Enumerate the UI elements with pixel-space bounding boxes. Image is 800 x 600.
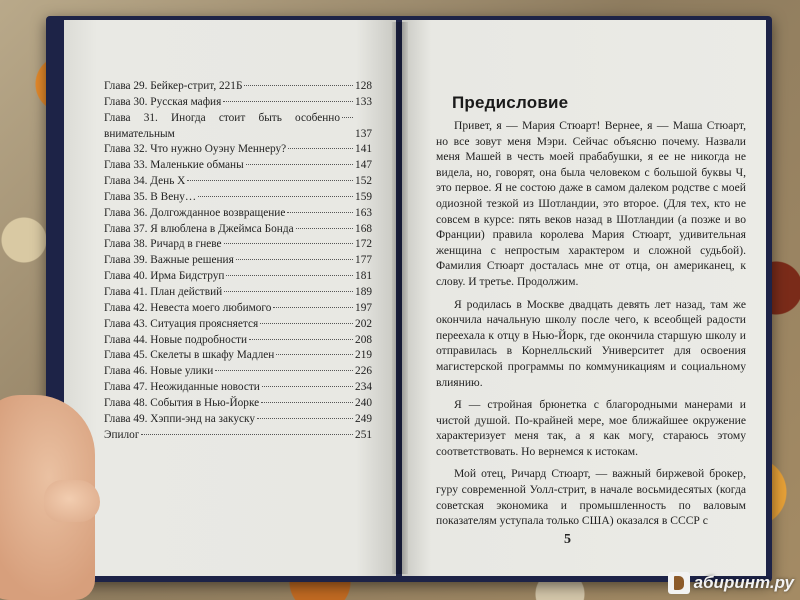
toc-page-number: 181	[355, 270, 372, 283]
toc-leader	[260, 323, 353, 324]
toc-title: Глава 36. Долгожданное возвращение	[104, 206, 286, 219]
toc-page-number: 172	[355, 238, 372, 251]
paragraph: Я родилась в Москве двадцать девять лет назад, там же окончила начальную школу после чего, к всеобщей радости переехала к отцу в Нью-Йорк, где окончила старшую школу и отправилась в Корнелльский Университет для освоения магистерской программы по коммуникациям и социальному влиянию.	[436, 297, 746, 389]
table-of-contents	[104, 79, 372, 443]
toc-entry	[104, 95, 372, 111]
toc-title: Глава 45. Скелеты в шкафу Мадлен	[104, 349, 275, 362]
toc-page-number: 202	[355, 317, 372, 330]
preface-text	[436, 118, 746, 536]
toc-page-number: 159	[355, 190, 372, 203]
paragraph: Я — стройная брюнетка с благородными манерами и чистой душой. По-крайней мере, мое ближайшее окружение характеризует меня так, а я как могу, стараюсь этому соответствовать. Но вернемся к истокам.	[436, 398, 746, 458]
toc-entry	[104, 206, 372, 222]
toc-title: Глава 35. В Вену…	[104, 190, 197, 203]
toc-title: Глава 31. Иногда стоит быть особенно внимательным	[104, 111, 340, 140]
toc-entry	[104, 348, 372, 364]
toc-title: Глава 37. Я влюблена в Джеймса Бонда	[104, 222, 294, 235]
watermark-text: абиринт.ру	[693, 573, 794, 592]
toc-title: Глава 46. Новые улики	[104, 365, 214, 378]
toc-entry	[104, 428, 372, 444]
toc-entry	[104, 364, 372, 380]
toc-entry	[104, 142, 372, 158]
toc-entry	[104, 111, 372, 143]
toc-leader	[288, 148, 353, 149]
watermark	[668, 572, 794, 594]
toc-entry	[104, 237, 372, 253]
toc-leader	[187, 180, 353, 181]
labirint-logo-icon	[668, 572, 690, 594]
toc-entry	[104, 333, 372, 349]
toc-entry	[104, 380, 372, 396]
toc-page-number: 177	[355, 254, 372, 267]
toc-leader	[287, 212, 353, 213]
toc-entry	[104, 301, 372, 317]
toc-page-number: 137	[355, 127, 372, 140]
toc-title: Глава 29. Бейкер-стрит, 221Б	[104, 80, 243, 92]
toc-page-number: 234	[355, 381, 372, 394]
thumb	[44, 480, 100, 522]
toc-leader	[224, 243, 354, 244]
toc-title: Глава 41. План действий	[104, 285, 223, 298]
toc-title: Эпилог	[104, 428, 140, 441]
toc-page-number: 163	[355, 206, 372, 219]
toc-entry	[104, 190, 372, 206]
toc-leader	[342, 117, 353, 118]
toc-title: Глава 44. Новые подробности	[104, 333, 248, 346]
toc-page-number: 147	[355, 159, 372, 172]
toc-title: Глава 49. Хэппи-энд на закуску	[104, 412, 256, 425]
toc-title: Глава 43. Ситуация проясняется	[104, 317, 259, 330]
toc-leader	[296, 228, 353, 229]
toc-title: Глава 39. Важные решения	[104, 254, 234, 267]
toc-title: Глава 47. Неожиданные новости	[104, 381, 260, 394]
toc-page-number: 197	[355, 301, 372, 314]
toc-leader	[246, 164, 353, 165]
left-page	[64, 20, 396, 576]
preface-heading: Предисловие	[452, 93, 569, 112]
toc-entry	[104, 158, 372, 174]
toc-entry	[104, 79, 372, 95]
toc-page-number: 226	[355, 365, 372, 378]
toc-page-number: 141	[355, 143, 372, 156]
toc-entry	[104, 317, 372, 333]
toc-leader	[249, 339, 353, 340]
toc-leader	[262, 386, 353, 387]
toc-leader	[273, 307, 353, 308]
toc-title: Глава 40. Ирма Бидструп	[104, 270, 225, 283]
toc-page-number: 249	[355, 412, 372, 425]
toc-page-number: 219	[355, 349, 372, 362]
toc-entry	[104, 222, 372, 238]
paragraph: Мой отец, Ричард Стюарт, — важный биржевой брокер, гуру современной Уолл-стрит, в начале восьмидесятых (когда советская экономика и промышленность по валовым показателям уступала только США) оказался в СССР с	[436, 467, 746, 528]
toc-title: Глава 30. Русская мафия	[104, 95, 222, 108]
toc-entry	[104, 285, 372, 301]
toc-title: Глава 42. Невеста моего любимого	[104, 301, 272, 314]
toc-page-number: 189	[355, 285, 372, 298]
toc-leader	[236, 259, 353, 260]
page-number: 5	[564, 532, 571, 547]
toc-title: Глава 33. Маленькие обманы	[104, 159, 244, 172]
toc-leader	[198, 196, 353, 197]
toc-entry	[104, 174, 372, 190]
toc-title: Глава 32. Что нужно Оуэну Меннеру?	[104, 143, 287, 156]
paragraph: Привет, я — Мария Стюарт! Вернее, я — Маша Стюарт, но все зовут меня Мэри. Сейчас объясню почему. Назвали меня Машей в честь моей прабабушки, я ее не никогда не видела, но, говорят, она была человеком с большой буквы Ч, это первое. Я не состою даже в самом далеком родстве с моей одиозной тезкой из Шотландии, это второе. (Для тех, кто не совсем в курсе: пять веков назад в Шотландии (а позже и во Франции) правила королева Мария Стюарт, удивительная женщина с непростым характером и сложной судьбой). Фамилия Стюарт досталась мне от отца, он американец, к слову. И третье. Продолжим.	[436, 119, 746, 288]
toc-leader	[226, 275, 353, 276]
toc-entry	[104, 396, 372, 412]
toc-entry	[104, 412, 372, 428]
toc-leader	[257, 418, 353, 419]
toc-title: Глава 34. День Х	[104, 175, 186, 188]
toc-entry	[104, 269, 372, 285]
toc-page-number: 208	[355, 333, 372, 346]
toc-page-number: 152	[355, 175, 372, 188]
toc-page-number: 168	[355, 222, 372, 235]
right-page	[402, 20, 766, 576]
toc-leader	[244, 85, 353, 86]
toc-leader	[223, 101, 353, 102]
book-gutter	[392, 22, 408, 574]
toc-leader	[215, 370, 353, 371]
toc-title: Глава 38. Ричард в гневе	[104, 238, 222, 251]
toc-page-number: 251	[355, 428, 372, 441]
toc-leader	[276, 354, 353, 355]
toc-leader	[261, 402, 353, 403]
toc-page-number: 128	[355, 80, 372, 92]
toc-leader	[141, 434, 353, 435]
toc-title: Глава 48. События в Нью-Йорке	[104, 396, 260, 409]
toc-entry	[104, 253, 372, 269]
toc-page-number: 240	[355, 396, 372, 409]
toc-leader	[224, 291, 353, 292]
toc-page-number: 133	[355, 95, 372, 108]
